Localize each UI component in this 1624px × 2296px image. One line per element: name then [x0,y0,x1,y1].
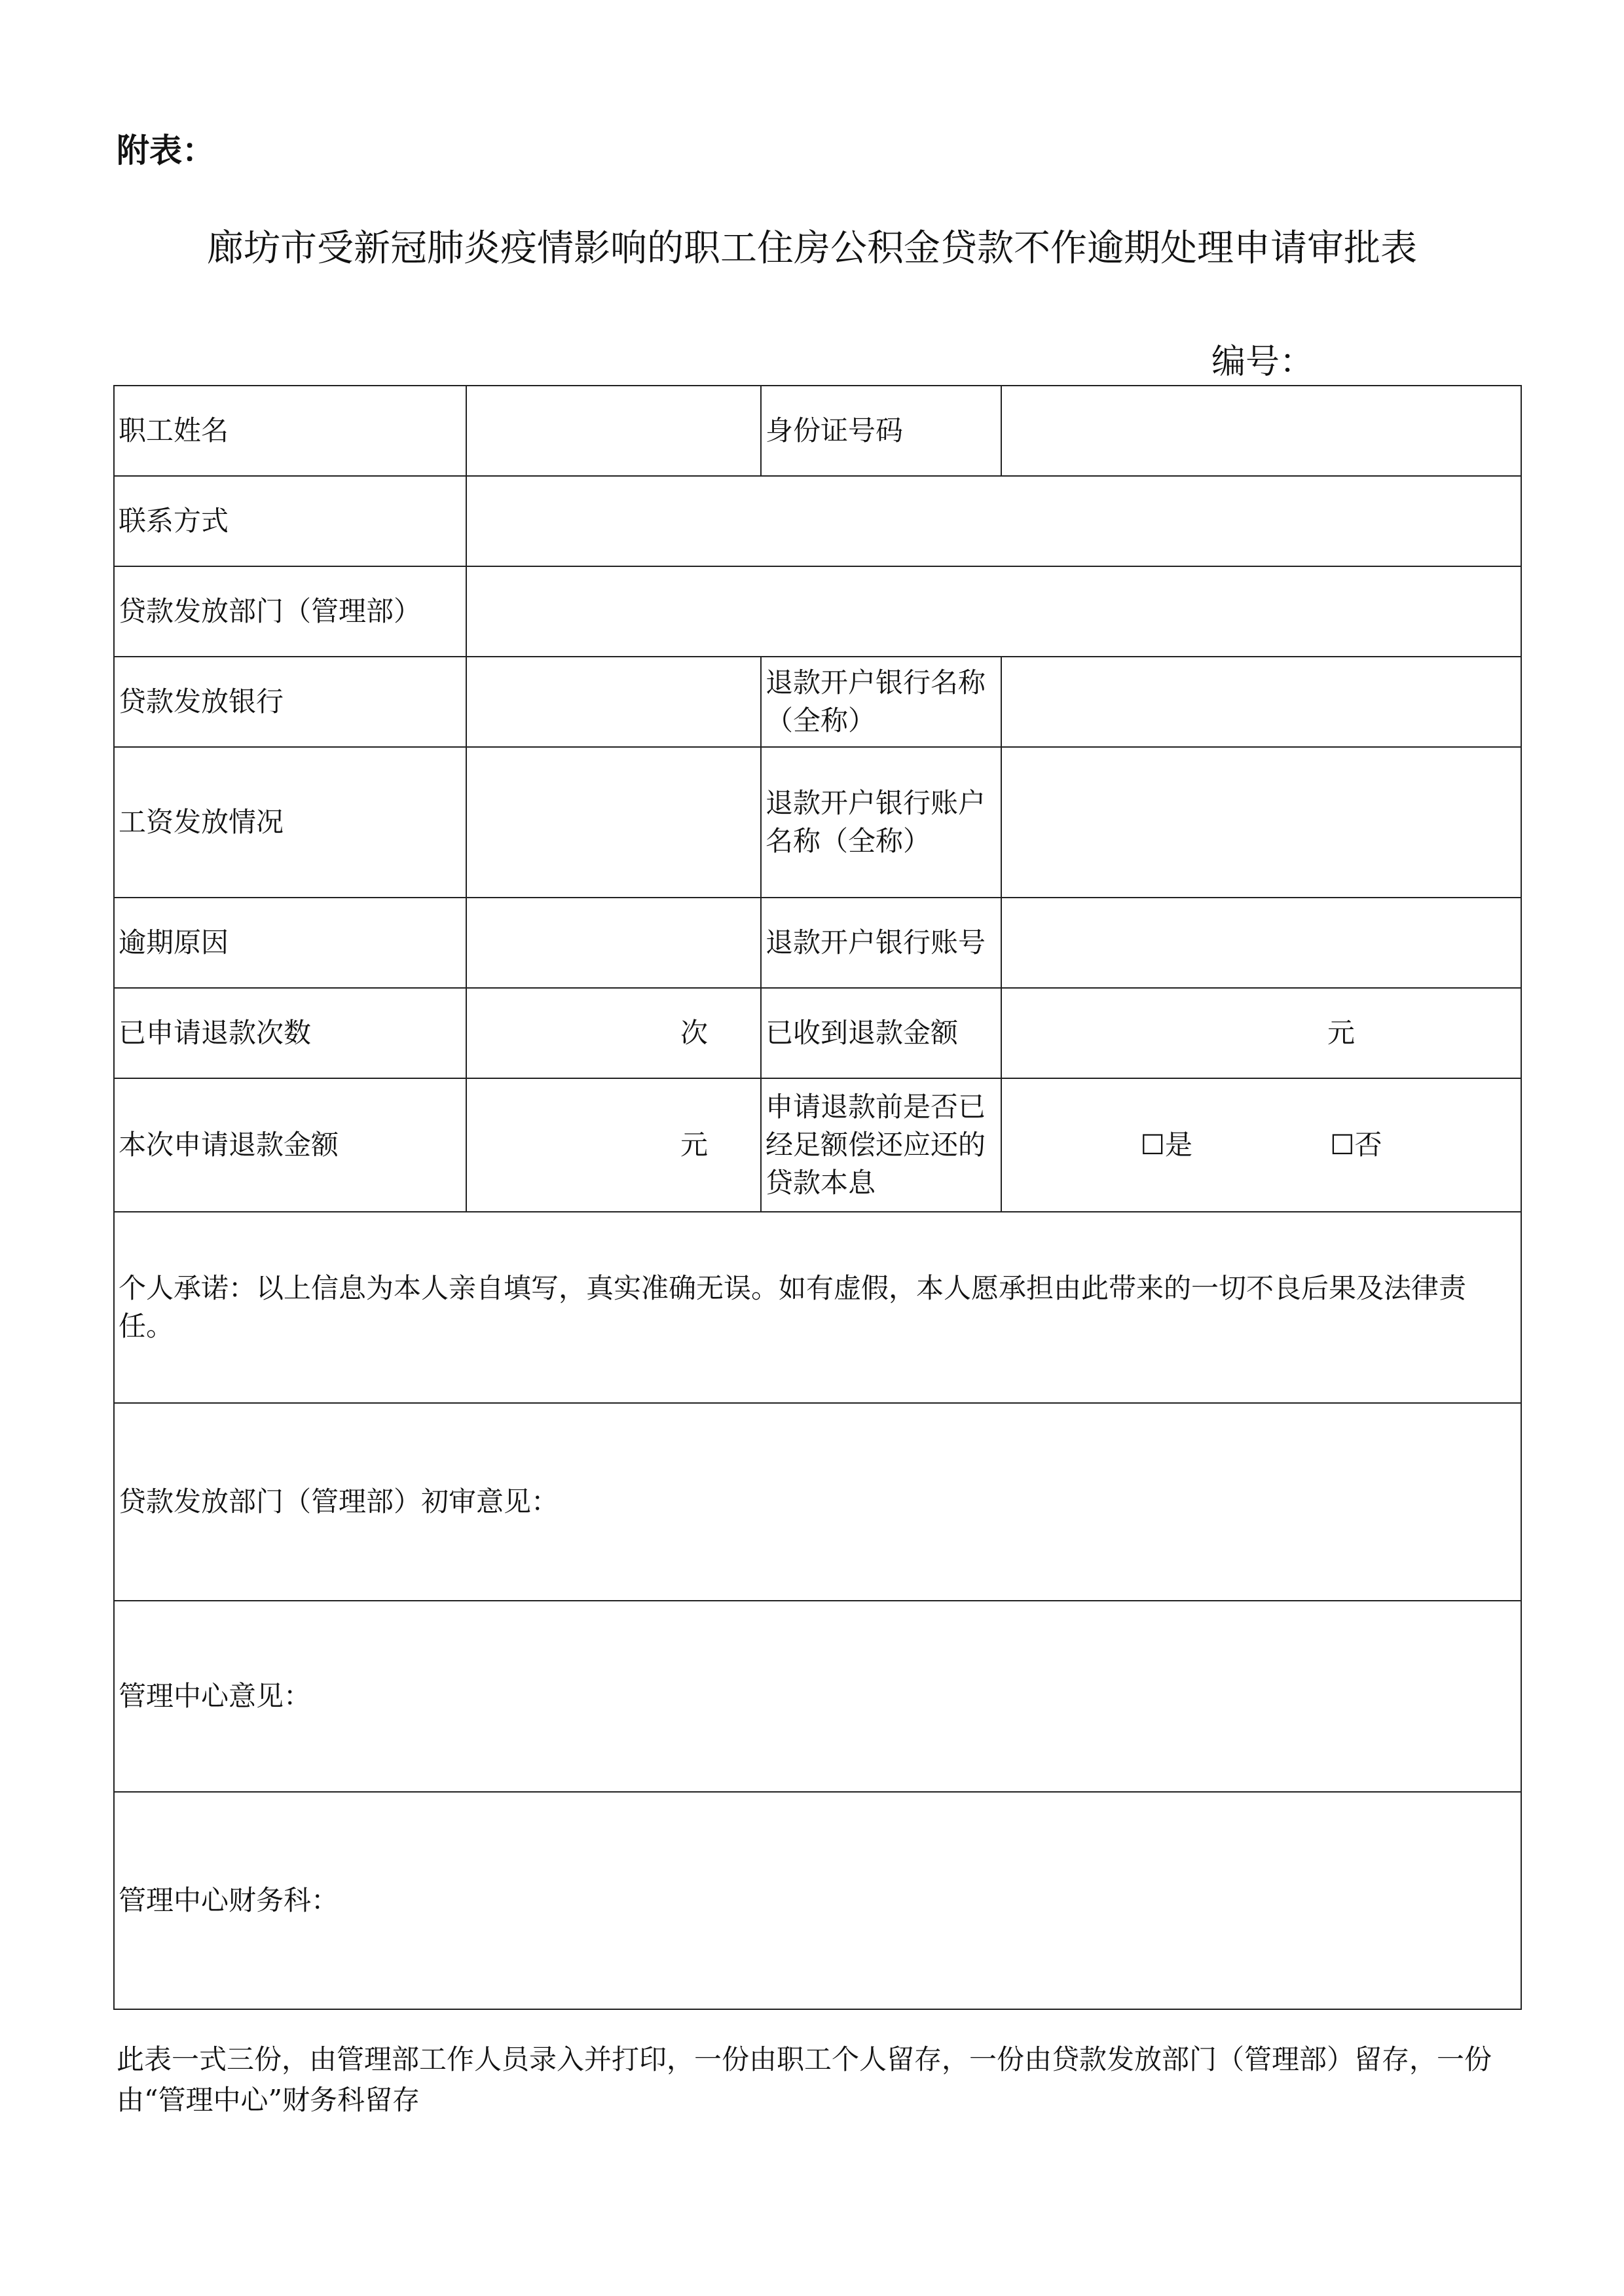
commitment-text: 个人承诺：以上信息为本人亲自填写，真实准确无误。如有虚假，本人愿承担由此带来的一切不良后果及法律责任。 [114,1212,1521,1403]
row-salary [114,747,1521,898]
refund-account-name-field[interactable] [1001,747,1521,898]
row-center-opinion [114,1601,1521,1792]
refund-account-name-label: 退款开户银行账户名称（全称） [761,747,1001,898]
row-name-id [114,386,1521,476]
times-unit: 次 [680,1017,708,1049]
serial-number-label: 编号： [1211,342,1314,382]
refund-account-no-field[interactable] [1001,898,1521,988]
received-amount-field[interactable] [1001,988,1521,1078]
loan-dept-label: 贷款发放部门（管理部） [114,566,466,657]
id-number-field[interactable] [1001,386,1521,476]
option-yes-checkbox[interactable]: ☐是 [1140,1129,1192,1161]
refund-bank-name-field[interactable] [1001,657,1521,747]
row-times-amount [114,988,1521,1078]
application-form-table [113,385,1522,2010]
refund-account-no-label: 退款开户银行账号 [761,898,1001,988]
row-loan-dept [114,566,1521,657]
row-finance [114,1792,1521,2009]
loan-bank-label: 贷款发放银行 [114,657,466,747]
attachment-label: 附表： [117,132,215,170]
current-amount-field[interactable] [466,1078,761,1212]
center-opinion-label[interactable]: 管理中心意见： [114,1601,1521,1792]
employee-name-field[interactable] [466,386,761,476]
overdue-reason-field[interactable] [466,898,761,988]
received-amount-label: 已收到退款金额 [761,988,1001,1078]
repaid-options [1001,1078,1521,1212]
id-number-label: 身份证号码 [761,386,1001,476]
salary-status-label: 工资发放情况 [114,747,466,898]
row-contact [114,476,1521,566]
option-no-checkbox[interactable]: ☐否 [1330,1129,1382,1161]
refund-bank-name-label: 退款开户银行名称（全称） [761,657,1001,747]
applied-times-label: 已申请退款次数 [114,988,466,1078]
contact-label: 联系方式 [114,476,466,566]
contact-field[interactable] [466,476,1521,566]
row-loan-bank [114,657,1521,747]
current-amount-label: 本次申请退款金额 [114,1078,466,1212]
page-title: 廊坊市受新冠肺炎疫情影响的职工住房公积金贷款不作逾期处理申请审批表 [207,227,1417,270]
row-dept-opinion [114,1403,1521,1601]
overdue-reason-label: 逾期原因 [114,898,466,988]
yuan-unit-current: 元 [680,1129,708,1161]
applied-times-field[interactable] [466,988,761,1078]
footer-note: 此表一式三份，由管理部工作人员录入并打印，一份由职工个人留存，一份由贷款发放部门（管理部）留存，一份由“管理中心”财务科留存 [117,2043,1492,2116]
yuan-unit-received: 元 [1327,1017,1355,1049]
row-current-amount [114,1078,1521,1212]
repaid-question-label: 申请退款前是否已经足额偿还应还的贷款本息 [761,1078,1001,1212]
dept-opinion-label[interactable]: 贷款发放部门（管理部）初审意见： [114,1403,1521,1601]
finance-label[interactable]: 管理中心财务科： [114,1792,1521,2009]
salary-status-field[interactable] [466,747,761,898]
row-commitment [114,1212,1521,1403]
loan-bank-field[interactable] [466,657,761,747]
loan-dept-field[interactable] [466,566,1521,657]
row-overdue [114,898,1521,988]
employee-name-label: 职工姓名 [114,386,466,476]
